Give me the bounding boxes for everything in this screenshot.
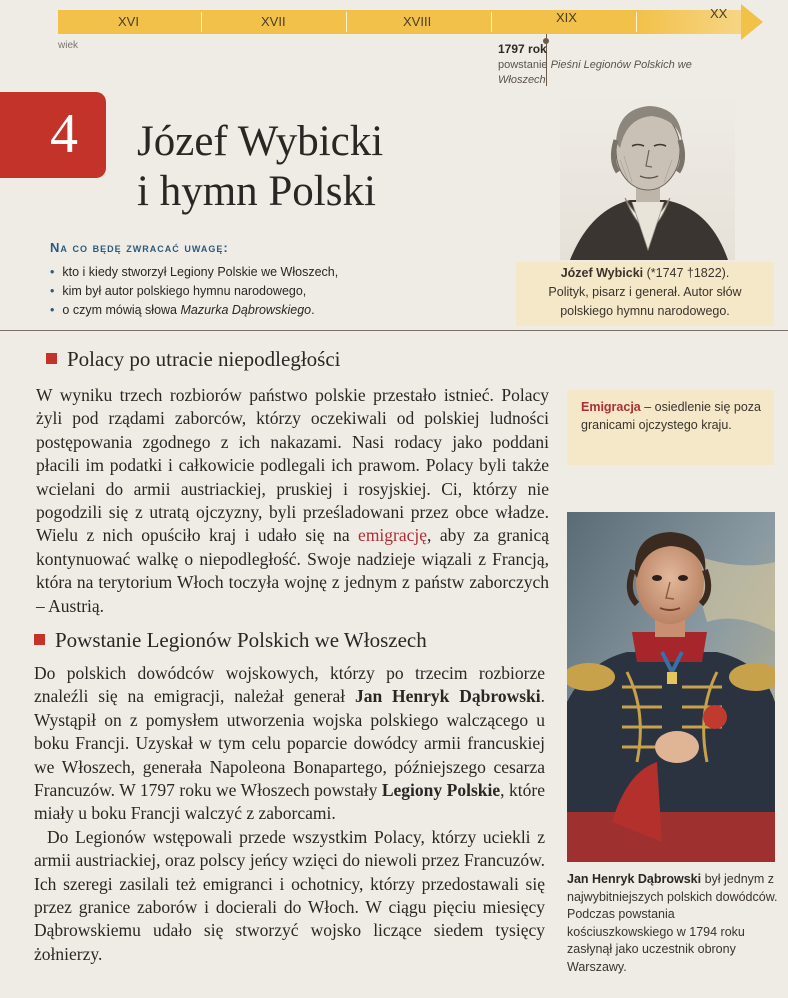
lesson-number: 4 [50, 103, 78, 165]
timeline-century: XVI [118, 14, 139, 29]
list-item: • kim był autor polskiego hymnu narodowego, [50, 282, 338, 301]
lesson-number-badge [0, 92, 106, 178]
list-item: • o czym mówią słowa Mazurka Dąbrowskiego. [50, 301, 338, 320]
timeline-arrow-icon [741, 4, 763, 40]
square-bullet-icon [46, 353, 57, 364]
timeline-event-note: 1797 rok powstanie Pieśni Legionów Polskich we Włoszech [498, 42, 692, 86]
portrait-wybicki [560, 90, 735, 260]
glossary-box: Emigracja – osiedlenie się poza granicami ojczystego kraju. [567, 390, 774, 465]
section-text: W wyniku trzech rozbiorów państwo polskie przestało istnieć. Polacy żyli pod rządami zaborców, którzy oczekiwali od polskiej ludności postępowania zgodnego z ich nakazami. Nasi rodacy jako poddani płacili im podatki i całkowicie podlegali ich prawom. Polacy byli także wcielani do armii austriackiej, pruskiej i rosyjskiej. Ci, którzy nie pogodzili się z utratą ojczyzny, byli prześladowani przez obce władze. Wielu z nich opuściło kraj i udało się na emigrację, aby za granicą kontynuować walkę o niepodległość. Swoje nadzieje wiązali z Francją, która na terytorium Włoch toczyła wojnę z jednym z państw zaborczych – Austrią. [36, 385, 549, 616]
section-divider [0, 330, 788, 331]
glossary-term: Emigracja [581, 400, 641, 414]
section-heading: Polacy po utracie niepodległości [46, 347, 341, 372]
portrait-dabrowski [567, 512, 775, 862]
timeline-axis-label: wiek [58, 40, 79, 51]
square-bullet-icon [34, 634, 45, 645]
list-item: • kto i kiedy stworzył Legiony Polskie we Włoszech, [50, 263, 338, 282]
timeline-event-year: 1797 rok [498, 42, 547, 56]
timeline-century: XVII [261, 14, 286, 29]
timeline-century: XX [710, 6, 728, 21]
section-heading: Powstanie Legionów Polskich we Włoszech [34, 628, 427, 653]
section-text: Do polskich dowódców wojskowych, którzy po trzecim rozbiorze znaleźli się na emigracji, należał generał Jan Henryk Dąbrowski. Wystąpił on z pomysłem utworzenia wojska polskiego walczącego u boku Francji. Uzyskał w tym celu poparcie dowódcy armii francuskiej we Włoszech, generała Napoleona Bonapartego, późniejszego cesarza Francuzów. W 1797 roku we Włoszech powstały Legiony Polskie, które miały u boku Francji walczyć z zaborcami. Do Legionów wstępowali przede wszystkim Polacy, którzy uciekli z armii austriackiej, oraz polscy jeńcy wzięci do niewoli przez Francuzów. Ich szeregi zasilali też emigranci i ochotnicy, którzy przedostawali się przez granice zaborów i docierali do Włoch. W ciągu pięciu miesięcy Dąbrowskiemu udało się stworzyć wojsko liczące siedem tysięcy żołnierzy. [34, 663, 545, 964]
glossary-term-link[interactable]: emigrację [358, 525, 428, 546]
century-timeline [58, 6, 763, 34]
timeline-century: XIX [556, 10, 577, 25]
timeline-century: XVIII [403, 14, 432, 29]
page-title: Józef Wybicki i hymn Polski [137, 118, 384, 215]
portrait-dabrowski-caption: Jan Henryk Dąbrowski był jednym z najwybitniejszych polskich dowódców. Podczas powstania kościuszkowskiego w 1794 roku zasłynął jako uczestnik obrony Warszawy. [567, 872, 778, 974]
focus-list [50, 263, 338, 320]
focus-heading: Na co będę zwracać uwagę: [50, 240, 229, 255]
portrait-wybicki-caption: Józef Wybicki (*1747 †1822). Polityk, pisarz i generał. Autor słów polskiego hymnu narodowego. [516, 262, 774, 326]
